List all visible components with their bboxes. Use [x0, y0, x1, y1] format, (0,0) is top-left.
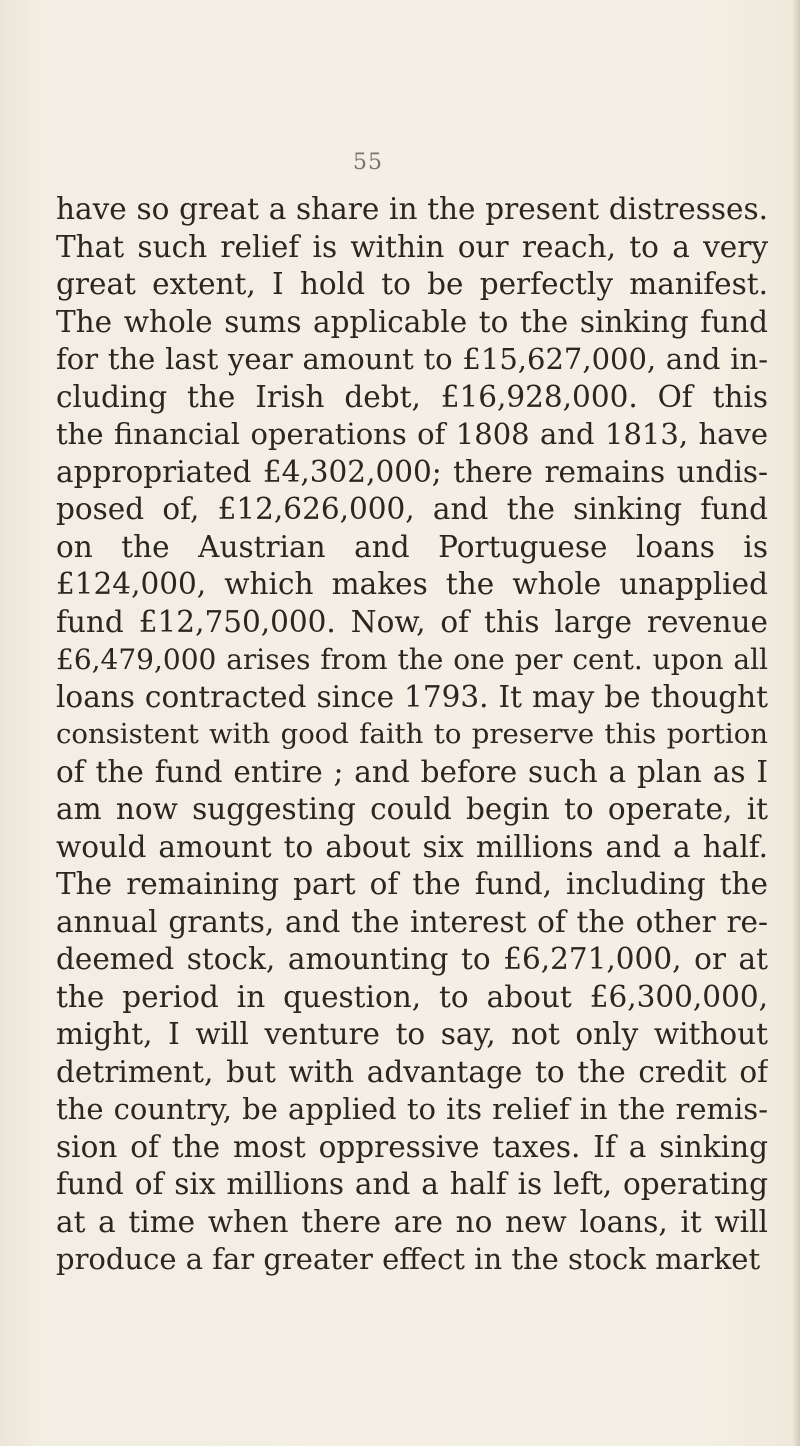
text-line: The whole sums applicable to the sinking fund	[56, 304, 768, 339]
page-number: 55	[353, 150, 383, 175]
text-line: appropriated £4,302,000; there remains undis-	[56, 454, 768, 489]
text-line: annual grants, and the interest of the other re-	[56, 904, 768, 939]
text-line: the financial operations of 1808 and 1813, have	[56, 417, 768, 451]
body-text	[56, 191, 768, 1279]
text-line: great extent, I hold to be perfectly manifest.	[56, 267, 768, 301]
text-line: for the last year amount to £15,627,000, and in-	[56, 342, 768, 376]
text-line: have so great a share in the present distresses.	[56, 192, 768, 226]
text-line: the period in question, to about £6,300,000,	[56, 979, 768, 1014]
text-line: posed of, £12,626,000, and the sinking fund	[56, 492, 768, 526]
text-line: am now suggesting could begin to operate, it	[56, 792, 768, 826]
text-line: consistent with good faith to preserve this portion	[56, 718, 768, 750]
text-line: loans contracted since 1793. It may be thought	[56, 679, 768, 714]
text-line: fund of six millions and a half is left, operating	[56, 1167, 768, 1201]
text-line: fund £12,750,000. Now, of this large revenue	[56, 604, 768, 639]
text-line: might, I will venture to say, not only without	[56, 1017, 768, 1051]
text-line: detriment, but with advantage to the credit of	[56, 1054, 768, 1089]
text-line: £6,479,000 arises from the one per cent. upon all	[56, 643, 768, 676]
text-line: produce a far greater effect in the stock market	[56, 1242, 761, 1276]
text-line: of the fund entire ; and before such a plan as I	[56, 754, 768, 789]
text-line: cluding the Irish debt, £16,928,000. Of this	[56, 379, 768, 414]
page-edge-shadow	[792, 0, 800, 1446]
text-line: would amount to about six millions and a half.	[56, 829, 768, 864]
text-line: the country, be applied to its relief in the remis-	[56, 1092, 768, 1126]
text-line: sion of the most oppressive taxes. If a sinking	[56, 1129, 768, 1164]
text-line: deemed stock, amounting to £6,271,000, or at	[56, 942, 768, 976]
text-line: The remaining part of the fund, including the	[56, 867, 768, 901]
text-line: That such relief is within our reach, to a very	[56, 229, 768, 264]
text-line: on the Austrian and Portuguese loans is	[56, 529, 768, 564]
text-line: £124,000, which makes the whole unapplied	[56, 567, 768, 601]
text-line: at a time when there are no new loans, it will	[56, 1204, 768, 1239]
